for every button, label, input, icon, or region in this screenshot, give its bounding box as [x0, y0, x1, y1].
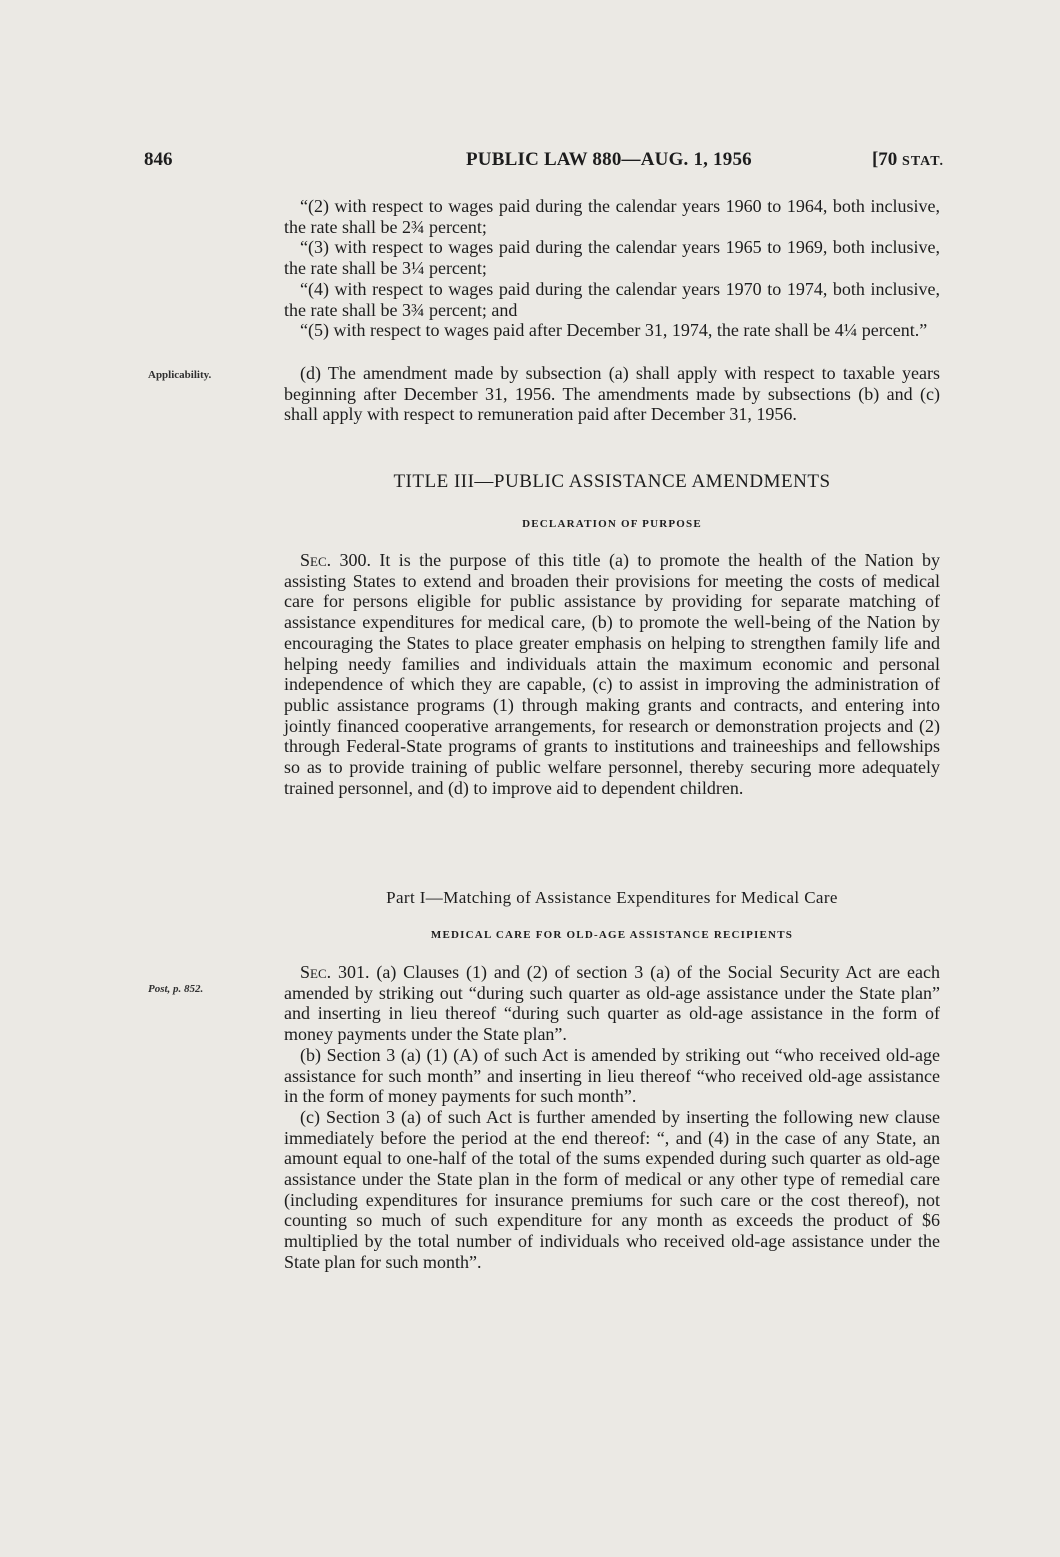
statute-label: STAT.	[902, 154, 944, 169]
quoted-clauses	[284, 196, 940, 341]
page-number: 846	[144, 149, 173, 170]
statute-prefix: [70	[871, 149, 903, 170]
section-301	[284, 962, 940, 1273]
statute-reference	[872, 149, 944, 171]
page-header	[144, 149, 944, 179]
declaration-heading: DECLARATION OF PURPOSE	[522, 518, 702, 530]
subsection-d-text: (d) The amendment made by subsection (a) shall apply with respect to taxable years beginning after December 31, 1956. The amendments made by subsections (b) and (c) shall apply with respect to remuneration paid after December 31, 1956.	[284, 363, 940, 425]
quote-clause-4: “(4) with respect to wages paid during the calendar years 1970 to 1974, both inclusive, the rate shall be 3¾ percent; and	[284, 278, 940, 320]
section-300-label: Sec. 300.	[300, 550, 372, 570]
section-301-a	[284, 962, 940, 1045]
section-300-text	[284, 550, 940, 798]
section-301-label: Sec. 301.	[300, 962, 370, 982]
quote-clause-3: “(3) with respect to wages paid during the calendar years 1965 to 1969, both inclusive, the rate shall be 3¼ percent;	[284, 237, 940, 279]
running-title: PUBLIC LAW 880—AUG. 1, 1956	[466, 149, 752, 170]
section-301-a-text: (a) Clauses (1) and (2) of section 3 (a) of the Social Security Act are each amended by striking out “during such quarter as old-age assistance under the State plan” and inserting in lieu thereof “during such quarter as old-age assistance in the form of money payments under the State plan”.	[284, 962, 940, 1045]
medical-care-heading: MEDICAL CARE FOR OLD-AGE ASSISTANCE RECIPIENTS	[430, 929, 794, 941]
margin-note-applicability: Applicability.	[148, 369, 212, 381]
section-300-body: It is the purpose of this title (a) to promote the health of the Nation by assisting States to extend and broaden their provisions for meeting the costs of medical care for persons eligible for public assistance by providing for separate matching of assistance expenditures for medical care, (b) to promote the well-being of the Nation by encouraging the States to place greater emphasis on helping to strengthen family life and helping needy families and individuals attain the maximum economic and personal independence of which they are capable, (c) to assist in improving the administration of public assistance programs (1) through making grants and contracts, and entering into jointly financed cooperative arrangements, for research or demonstration projects and (2) through Federal-State programs of grants to institutions and traineeships and fellowships so as to provide training of public welfare personnel, thereby securing more adequately trained personnel, and (d) to improve aid to dependent children.	[284, 550, 941, 798]
margin-note-post-ref: Post, p. 852.	[148, 983, 204, 995]
part-i-heading: Part I—Matching of Assistance Expenditures for Medical Care	[386, 888, 838, 907]
quote-clause-5: “(5) with respect to wages paid after December 31, 1974, the rate shall be 4¼ percent.”	[300, 320, 928, 341]
section-301-b: (b) Section 3 (a) (1) (A) of such Act is amended by striking out “who received old-age assistance for such month” and inserting in lieu thereof “who received old-age assistance in the form of money payments for such month”.	[284, 1044, 940, 1107]
section-301-c: (c) Section 3 (a) of such Act is further amended by inserting the following new clause immediately before the period at the end thereof: “, and (4) in the case of any State, an amount equal to one-half of the total of the sums expended during such quarter as old-age assistance under the State plan in the form of medical or any other type of remedial care (including expenditures for insurance premiums for such care or the cost thereof), not counting so much of such expenditure for any month as exceeds the product of $6 multiplied by the total number of individuals who received old-age assistance under the State plan for such month”.	[284, 1106, 940, 1272]
section-300	[284, 550, 940, 798]
subsection-d	[284, 363, 940, 425]
title-iii-heading: TITLE III—PUBLIC ASSISTANCE AMENDMENTS	[393, 471, 831, 492]
quote-clause-2: “(2) with respect to wages paid during the calendar years 1960 to 1964, both inclusive, the rate shall be 2¾ percent;	[284, 196, 940, 237]
